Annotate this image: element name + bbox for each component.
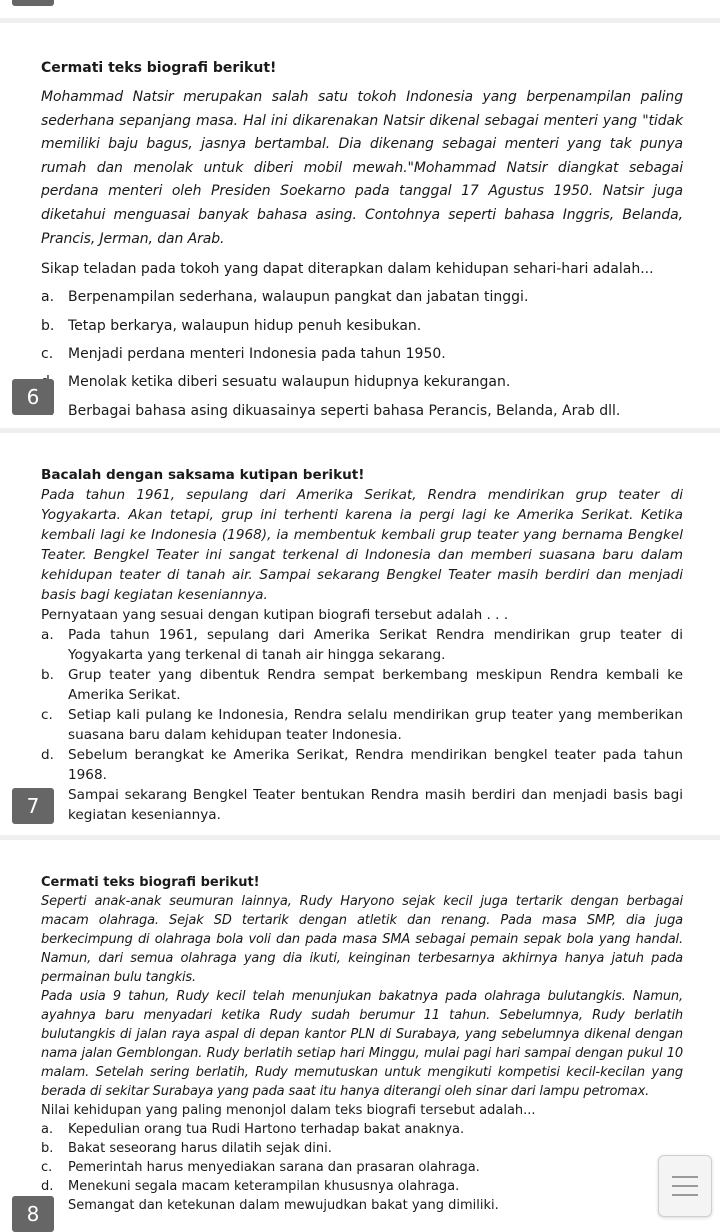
question-title: Bacalah dengan saksama kutipan berikut! bbox=[41, 467, 365, 483]
option-letter: c. bbox=[41, 707, 53, 723]
option-letter: d. bbox=[41, 1179, 54, 1194]
question-number-badge: 8 bbox=[12, 1196, 54, 1232]
option-text: Setiap kali pulang ke Indonesia, Rendra selalu mendirikan grup teater yang memberikan suasana baru dalam kehidupan teater Indonesia. bbox=[68, 707, 683, 743]
menu-button[interactable] bbox=[658, 1155, 712, 1217]
question-stem: Nilai kehidupan yang paling menonjol dalam teks biografi tersebut adalah... bbox=[41, 1103, 536, 1118]
section-divider bbox=[0, 18, 720, 23]
section-divider bbox=[0, 835, 720, 840]
option-letter: b. bbox=[41, 317, 55, 334]
answer-option-c[interactable] bbox=[41, 705, 683, 745]
answer-option-e[interactable] bbox=[41, 1196, 683, 1215]
answer-option-d[interactable] bbox=[41, 745, 683, 785]
option-text: Kepedulian orang tua Rudi Hartono terhadap bakat anaknya. bbox=[68, 1122, 465, 1137]
option-letter: a. bbox=[41, 289, 55, 306]
question-number-badge: 7 bbox=[12, 788, 54, 824]
option-text: Menjadi perdana menteri Indonesia pada tahun 1950. bbox=[68, 345, 446, 362]
answer-option-d[interactable] bbox=[41, 1177, 683, 1196]
option-text: Sebelum berangkat ke Amerika Serikat, Rendra mendirikan bengkel teater pada tahun 1968. bbox=[68, 747, 683, 783]
biography-passage-2: Pada usia 9 tahun, Rudy kecil telah menunjukan bakatnya pada olahraga bulutangkis. Namun, ayahnya baru menyadari ketika Rudy sudah berumur 11 tahun. Sebelumnya, Rudy berlatih bulutangkis di jalan raya aspal di depan kantor PLN di Surabaya, yang sebelumnya dikenal dengan nama jalan Gemblongan. Rudy berlatih setiap hari Minggu, mulai pagi hari sampai dengan pukul 10 malam. Setelah sering berlatih, Rudy memutuskan untuk mengikuti kompetisi kecil-kecilan yang berada di sekitar Surabaya yang pada saat itu hanya diterangi oleh sinar dari lampu petromax. bbox=[41, 989, 683, 1099]
option-letter: c. bbox=[41, 1160, 53, 1175]
question-title: Cermati teks biografi berikut! bbox=[41, 875, 260, 890]
answer-option-a[interactable] bbox=[41, 625, 683, 665]
option-text: Menolak ketika diberi sesuatu walaupun hidupnya kekurangan. bbox=[68, 374, 511, 391]
answer-option-e[interactable] bbox=[41, 401, 683, 421]
answer-option-e[interactable] bbox=[41, 785, 683, 825]
option-letter: b. bbox=[41, 667, 54, 683]
question-stem: Sikap teladan pada tokoh yang dapat diterapkan dalam kehidupan sehari-hari adalah... bbox=[41, 261, 654, 278]
option-text: Menekuni segala macam keterampilan khususnya olahraga. bbox=[68, 1179, 460, 1194]
option-text: Sampai sekarang Bengkel Teater bentukan Rendra masih berdiri dan menjadi basis bagi kegiatan keseniannya. bbox=[68, 787, 683, 823]
question-7 bbox=[41, 465, 683, 825]
answer-option-c[interactable] bbox=[41, 344, 683, 364]
biography-passage: Seperti anak-anak seumuran lainnya, Rudy Haryono sejak kecil juga tertarik dengan berbagai macam olahraga. Sejak SD tertarik dengan atletik dan renang. Pada masa SMP, dia juga berkecimpung di olahraga bola voli dan pada masa SMA sebagai pemain sepak bola yang handal. Namun, dari semua olahraga yang dia ikuti, keinginan terbesarnya akhirnya hanya jatuh pada permainan bulu tangkis. bbox=[41, 894, 683, 985]
option-letter: d. bbox=[41, 747, 54, 763]
option-text: Pemerintah harus menyediakan sarana dan prasaran olahraga. bbox=[68, 1160, 480, 1175]
answer-option-d[interactable] bbox=[41, 372, 683, 392]
option-letter: b. bbox=[41, 1141, 54, 1156]
section-divider bbox=[0, 428, 720, 433]
option-text: Semangat dan ketekunan dalam mewujudkan bakat yang dimiliki. bbox=[68, 1198, 499, 1213]
option-text: Pada tahun 1961, sepulang dari Amerika Serikat Rendra mendirikan grup teater di Yogyakarta yang terkenal di tanah air hingga sekarang. bbox=[68, 627, 683, 663]
answer-option-a[interactable] bbox=[41, 287, 683, 307]
question-6 bbox=[41, 58, 683, 429]
answer-option-b[interactable] bbox=[41, 1139, 683, 1158]
answer-option-c[interactable] bbox=[41, 1158, 683, 1177]
answer-option-b[interactable] bbox=[41, 316, 683, 336]
previous-question-number-badge bbox=[12, 0, 54, 6]
answer-option-b[interactable] bbox=[41, 665, 683, 705]
option-text: Bakat seseorang harus dilatih sejak dini. bbox=[68, 1141, 332, 1156]
option-letter: c. bbox=[41, 345, 54, 362]
option-letter: a. bbox=[41, 627, 54, 643]
option-letter: a. bbox=[41, 1122, 54, 1137]
biography-passage: Mohammad Natsir merupakan salah satu tokoh Indonesia yang berpenampilan paling sederhana sepanjang masa. Hal ini dikarenakan Natsir dikenal sebagai menteri yang "tidak memiliki baju bagus, jasnya bertambal. Dia dikenang sebagai menteri yang tak punya rumah dan menolak untuk diberi mobil mewah."Mohammad Natsir diangkat sebagai perdana menteri oleh Presiden Soekarno pada tanggal 17 Agustus 1950. Natsir juga diketahui menguasai banyak bahasa asing. Contohnya seperti bahasa Inggris, Belanda, Prancis, Jerman, dan Arab. bbox=[41, 89, 683, 247]
biography-passage: Pada tahun 1961, sepulang dari Amerika Serikat, Rendra mendirikan grup teater di Yogyakarta. Akan tetapi, grup ini terhenti karena ia pergi lagi ke Amerika Serikat. Ketika kembali lagi ke Indonesia (1968), ia membentuk kembali grup teater yang bernama Bengkel Teater. Bengkel Teater ini sangat terkenal di Indonesia dan memberi suasana baru dalam kehidupan teater di tanah air. Sampai sekarang Bengkel Teater masih berdiri dan menjadi basis bagi kegiatan keseniannya. bbox=[41, 487, 683, 603]
option-text: Berpenampilan sederhana, walaupun pangkat dan jabatan tinggi. bbox=[68, 289, 529, 306]
question-8 bbox=[41, 873, 683, 1215]
answer-option-a[interactable] bbox=[41, 1120, 683, 1139]
question-stem: Pernyataan yang sesuai dengan kutipan biografi tersebut adalah . . . bbox=[41, 607, 509, 623]
option-text: Berbagai bahasa asing dikuasainya seperti bahasa Perancis, Belanda, Arab dll. bbox=[68, 402, 621, 419]
question-title: Cermati teks biografi berikut! bbox=[41, 60, 277, 76]
question-number-badge: 6 bbox=[12, 379, 54, 415]
option-text: Tetap berkarya, walaupun hidup penuh kesibukan. bbox=[68, 317, 422, 334]
option-text: Grup teater yang dibentuk Rendra sempat berkembang meskipun Rendra kembali ke Amerika Serikat. bbox=[68, 667, 683, 703]
